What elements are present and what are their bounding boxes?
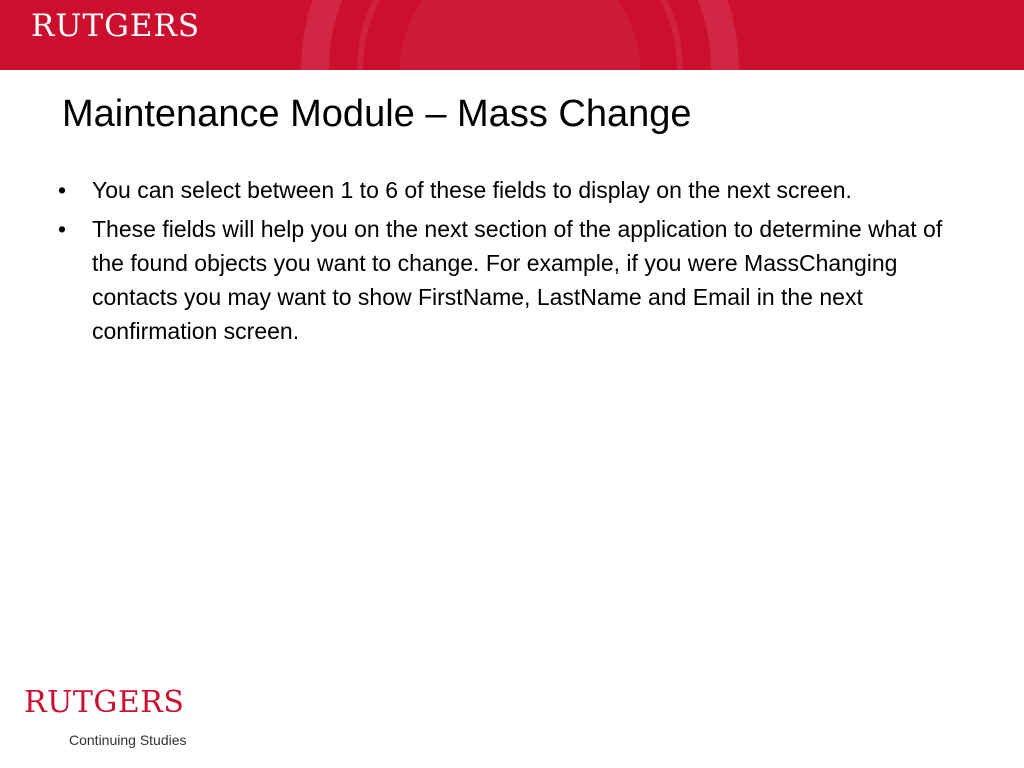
seal-watermark-icon: [300, 0, 740, 70]
bullet-item: [56, 212, 966, 348]
bullet-text: You can select between 1 to 6 of these fields to display on the next screen.: [92, 177, 852, 203]
bullet-list: [56, 173, 966, 353]
slide-title: Maintenance Module – Mass Change: [62, 93, 692, 135]
header-logo: [31, 8, 201, 44]
footer-logo: [24, 685, 199, 753]
bullet-marker-icon: •: [58, 216, 67, 242]
header-logo-text: RUTGERS: [31, 8, 201, 44]
bullet-text: These fields will help you on the next section of the application to determine what of the found objects you want to change. For example, if you were MassChanging contacts you may want to show FirstName, LastName and Email in the next confirmation screen.: [92, 216, 943, 344]
header-band: [0, 0, 1024, 70]
footer-wordmark: RUTGERS: [24, 685, 185, 720]
footer-subtitle: Continuing Studies: [69, 732, 187, 748]
bullet-marker-icon: •: [58, 177, 67, 203]
bullet-item: [56, 173, 966, 207]
